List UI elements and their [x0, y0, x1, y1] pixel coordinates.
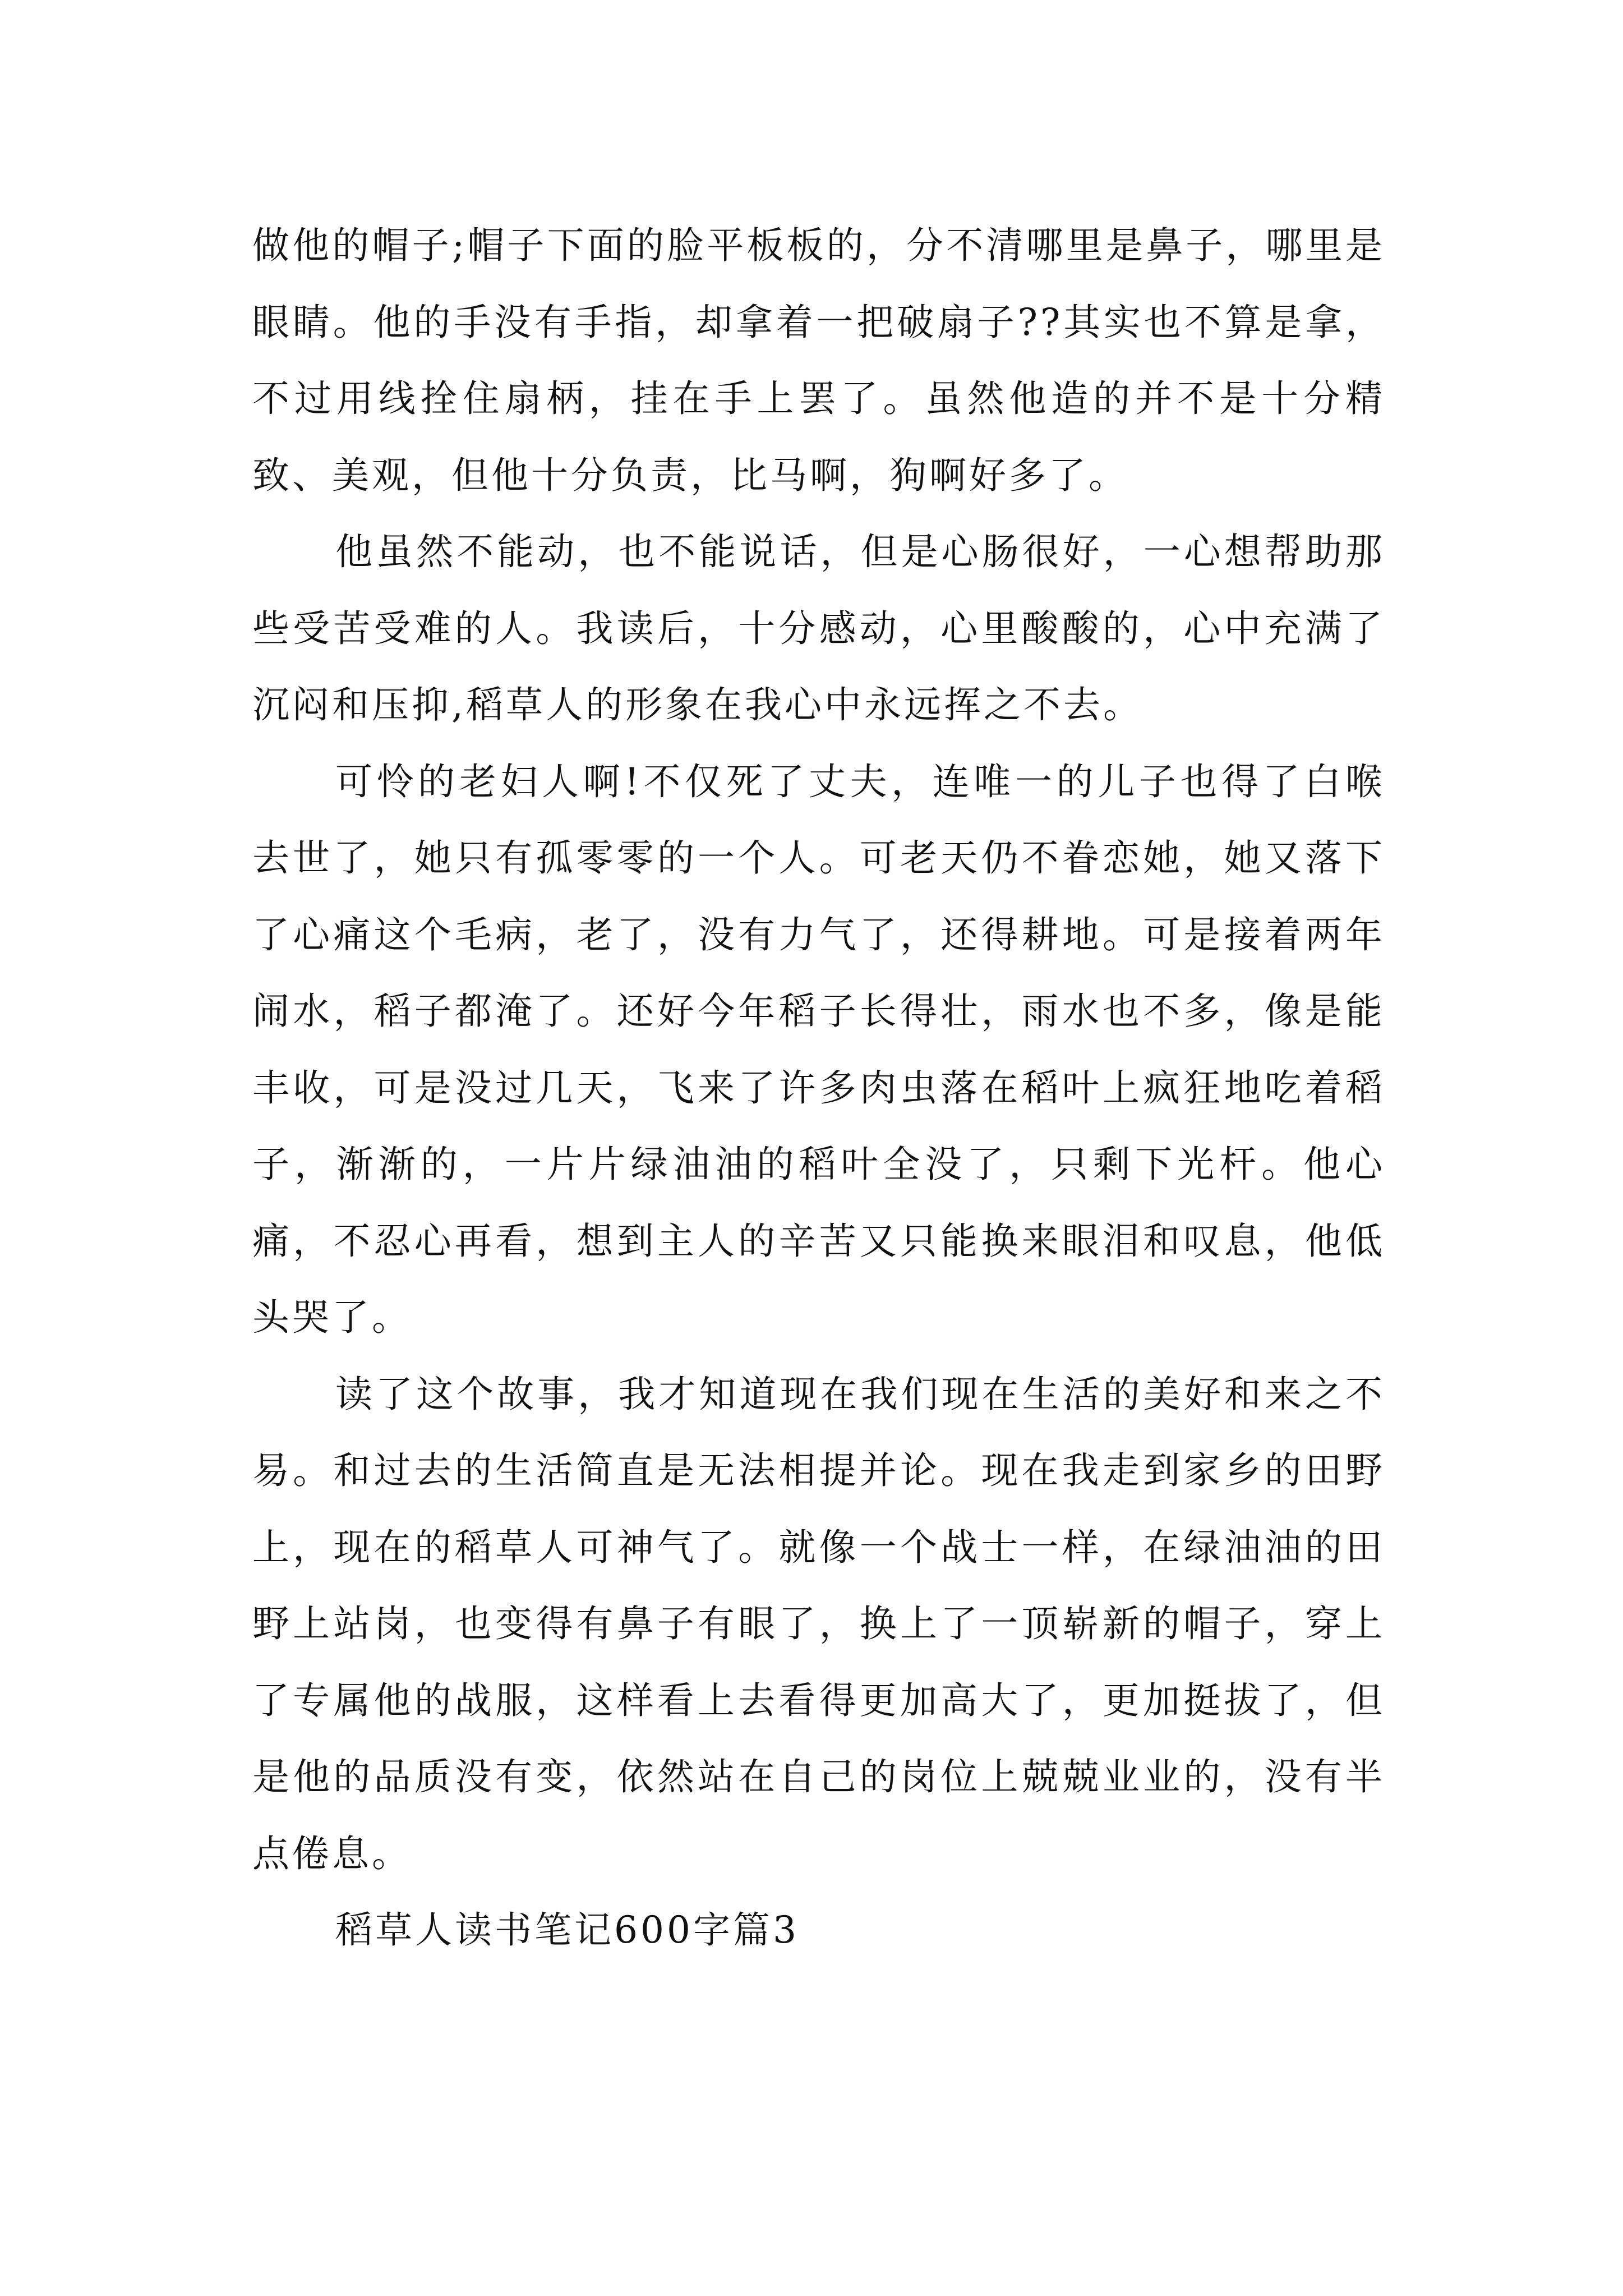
paragraph-2: 他虽然不能动，也不能说话，但是心肠很好，一心想帮助那些受苦受难的人。我读后，十分感动，心里酸酸的，心中充满了沉闷和压抑,稻草人的形象在我心中永远挥之不去。 [252, 530, 1385, 726]
paragraph-3: 可怜的老妇人啊!不仅死了丈夫，连唯一的儿子也得了白喉去世了，她只有孤零零的一个人。可老天仍不眷恋她，她又落下了心痛这个毛病，老了，没有力气了，还得耕地。可是接着两年闹水，稻子都淹了。还好今年稻子长得壮，雨水也不多，像是能丰收，可是没过几天，飞来了许多肉虫落在稻叶上疯狂地吃着稻子，渐渐的，一片片绿油油的稻叶全没了，只剩下光杆。他心痛，不忍心再看，想到主人的辛苦又只能换来眼泪和叹息，他低头哭了。 [252, 760, 1385, 1339]
document-body [252, 208, 1385, 1969]
paragraph-4: 读了这个故事，我才知道现在我们现在生活的美好和来之不易。和过去的生活简直是无法相提并论。现在我走到家乡的田野上，现在的稻草人可神气了。就像一个战士一样，在绿油油的田野上站岗，也变得有鼻子有眼了，换上了一顶崭新的帽子，穿上了专属他的战服，这样看上去看得更加高大了，更加挺拔了，但是他的品质没有变，依然站在自己的岗位上兢兢业业的，没有半点倦息。 [252, 1372, 1385, 1875]
paragraph-1: 做他的帽子;帽子下面的脸平板板的，分不清哪里是鼻子，哪里是眼睛。他的手没有手指，却拿着一把破扇子??其实也不算是拿，不过用线拴住扇柄，挂在手上罢了。虽然他造的并不是十分精致、美观，但他十分负责，比马啊，狗啊好多了。 [252, 224, 1385, 497]
section-heading: 稻草人读书笔记600字篇3 [335, 1908, 799, 1952]
